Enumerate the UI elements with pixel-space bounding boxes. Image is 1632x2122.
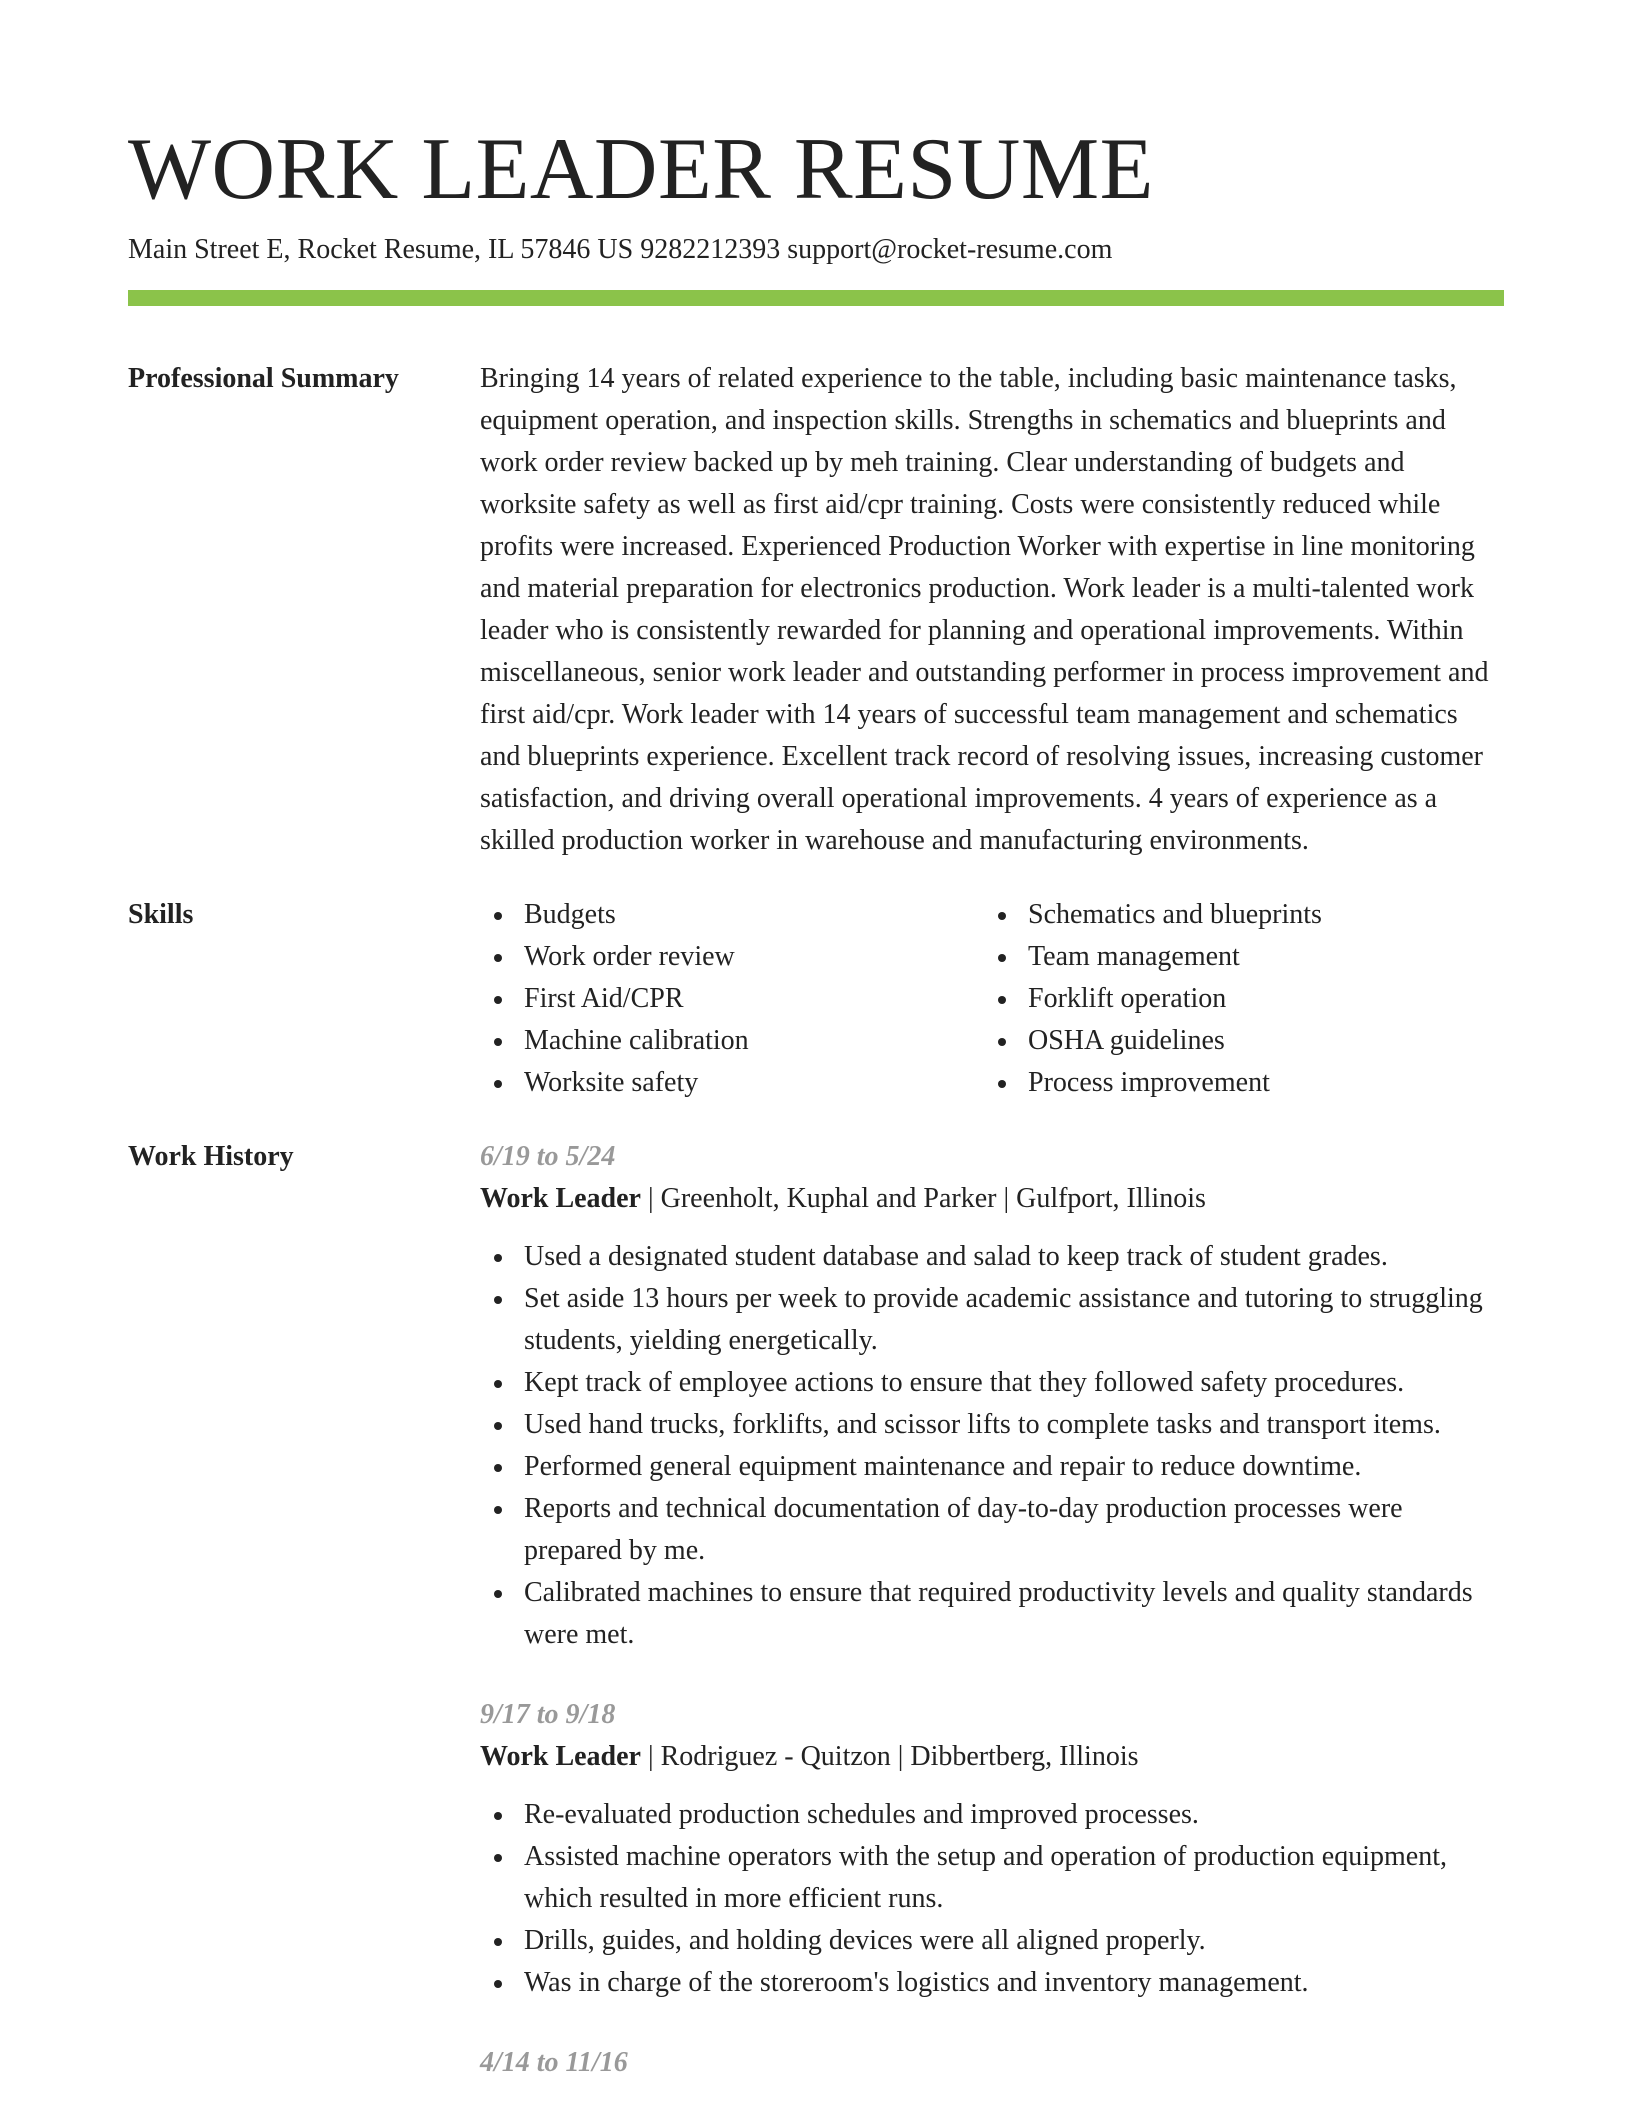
job-entry — [480, 1136, 1504, 1656]
job-bullet: Set aside 13 hours per week to provide academic assistance and tutoring to struggling students, yielding energetically. — [480, 1278, 1504, 1362]
skills-column-left — [480, 894, 984, 1104]
skill-item: Process improvement — [984, 1062, 1488, 1104]
skill-item: Work order review — [480, 936, 984, 978]
job-title: Work Leader — [480, 1183, 641, 1214]
skills-heading: Skills — [128, 899, 194, 930]
job-employer-location: | Rodriguez - Quitzon | Dibbertberg, Illinois — [641, 1741, 1139, 1772]
skill-item: Budgets — [480, 894, 984, 936]
resume-page — [128, 120, 1504, 2122]
job-bullet: Re-evaluated production schedules and improved processes. — [480, 1794, 1504, 1836]
skills-column-right — [984, 894, 1488, 1104]
job-title: Work Leader — [480, 1741, 641, 1772]
job-bullet-list — [480, 1794, 1504, 2004]
job-entry — [480, 1694, 1504, 2004]
summary-section — [128, 358, 1504, 862]
summary-heading: Professional Summary — [128, 363, 399, 394]
summary-text: Bringing 14 years of related experience to the table, including basic maintenance tasks, equipment operation, and inspection skills. Strengths in schematics and blueprints and work order review backed up by meh training. Clear understanding of budgets and worksite safety as well as first aid/cpr training. Costs were consistently reduced while profits were increased. Experienced Production Worker with expertise in line monitoring and material preparation for electronics production. Work leader is a multi-talented work leader who is consistently rewarded for planning and operational improvements. Within miscellaneous, senior work leader and outstanding performer in process improvement and first aid/cpr. Work leader with 14 years of successful team management and schematics and blueprints experience. Excellent track record of resolving issues, increasing customer satisfaction, and driving overall operational improvements. 4 years of experience as a skilled production worker in warehouse and manufacturing environments. — [480, 363, 1489, 856]
job-bullet: Drills, guides, and holding devices were all aligned properly. — [480, 1920, 1504, 1962]
skill-item: Worksite safety — [480, 1062, 984, 1104]
work-history-heading: Work History — [128, 1141, 294, 1172]
job-bullet: Kept track of employee actions to ensure that they followed safety procedures. — [480, 1362, 1504, 1404]
skills-section — [128, 894, 1504, 1104]
skill-item: First Aid/CPR — [480, 978, 984, 1020]
job-bullet: Was in charge of the storeroom's logistics and inventory management. — [480, 1962, 1504, 2004]
contact-line: Main Street E, Rocket Resume, IL 57846 US 9282212393 support@rocket-resume.com — [128, 234, 1113, 265]
resume-title: WORK LEADER RESUME — [128, 121, 1154, 218]
job-bullet-list — [480, 1236, 1504, 1656]
job-bullet: Reports and technical documentation of day-to-day production processes were prepared by me. — [480, 1488, 1504, 1572]
job-dates: 6/19 to 5/24 — [480, 1141, 616, 1172]
job-dates: 4/14 to 11/16 — [480, 2047, 628, 2078]
job-dates: 9/17 to 9/18 — [480, 1699, 616, 1730]
job-title-line — [480, 1178, 1504, 1220]
job-bullet: Calibrated machines to ensure that required productivity levels and quality standards were met. — [480, 1572, 1504, 1656]
job-bullet: Assisted machine operators with the setup and operation of production equipment, which resulted in more efficient runs. — [480, 1836, 1504, 1920]
skill-item: Team management — [984, 936, 1488, 978]
skill-item: OSHA guidelines — [984, 1020, 1488, 1062]
job-bullet: Performed general equipment maintenance and repair to reduce downtime. — [480, 1446, 1504, 1488]
skill-item: Machine calibration — [480, 1020, 984, 1062]
accent-divider — [128, 290, 1504, 306]
work-history-section — [128, 1136, 1504, 2122]
job-bullet: Used a designated student database and salad to keep track of student grades. — [480, 1236, 1504, 1278]
job-bullet: Used hand trucks, forklifts, and scissor lifts to complete tasks and transport items. — [480, 1404, 1504, 1446]
job-entry — [480, 2042, 1504, 2084]
job-employer-location: | Greenholt, Kuphal and Parker | Gulfport, Illinois — [641, 1183, 1206, 1214]
job-title-line — [480, 1736, 1504, 1778]
skill-item: Schematics and blueprints — [984, 894, 1488, 936]
skills-grid — [480, 894, 1504, 1104]
skill-item: Forklift operation — [984, 978, 1488, 1020]
